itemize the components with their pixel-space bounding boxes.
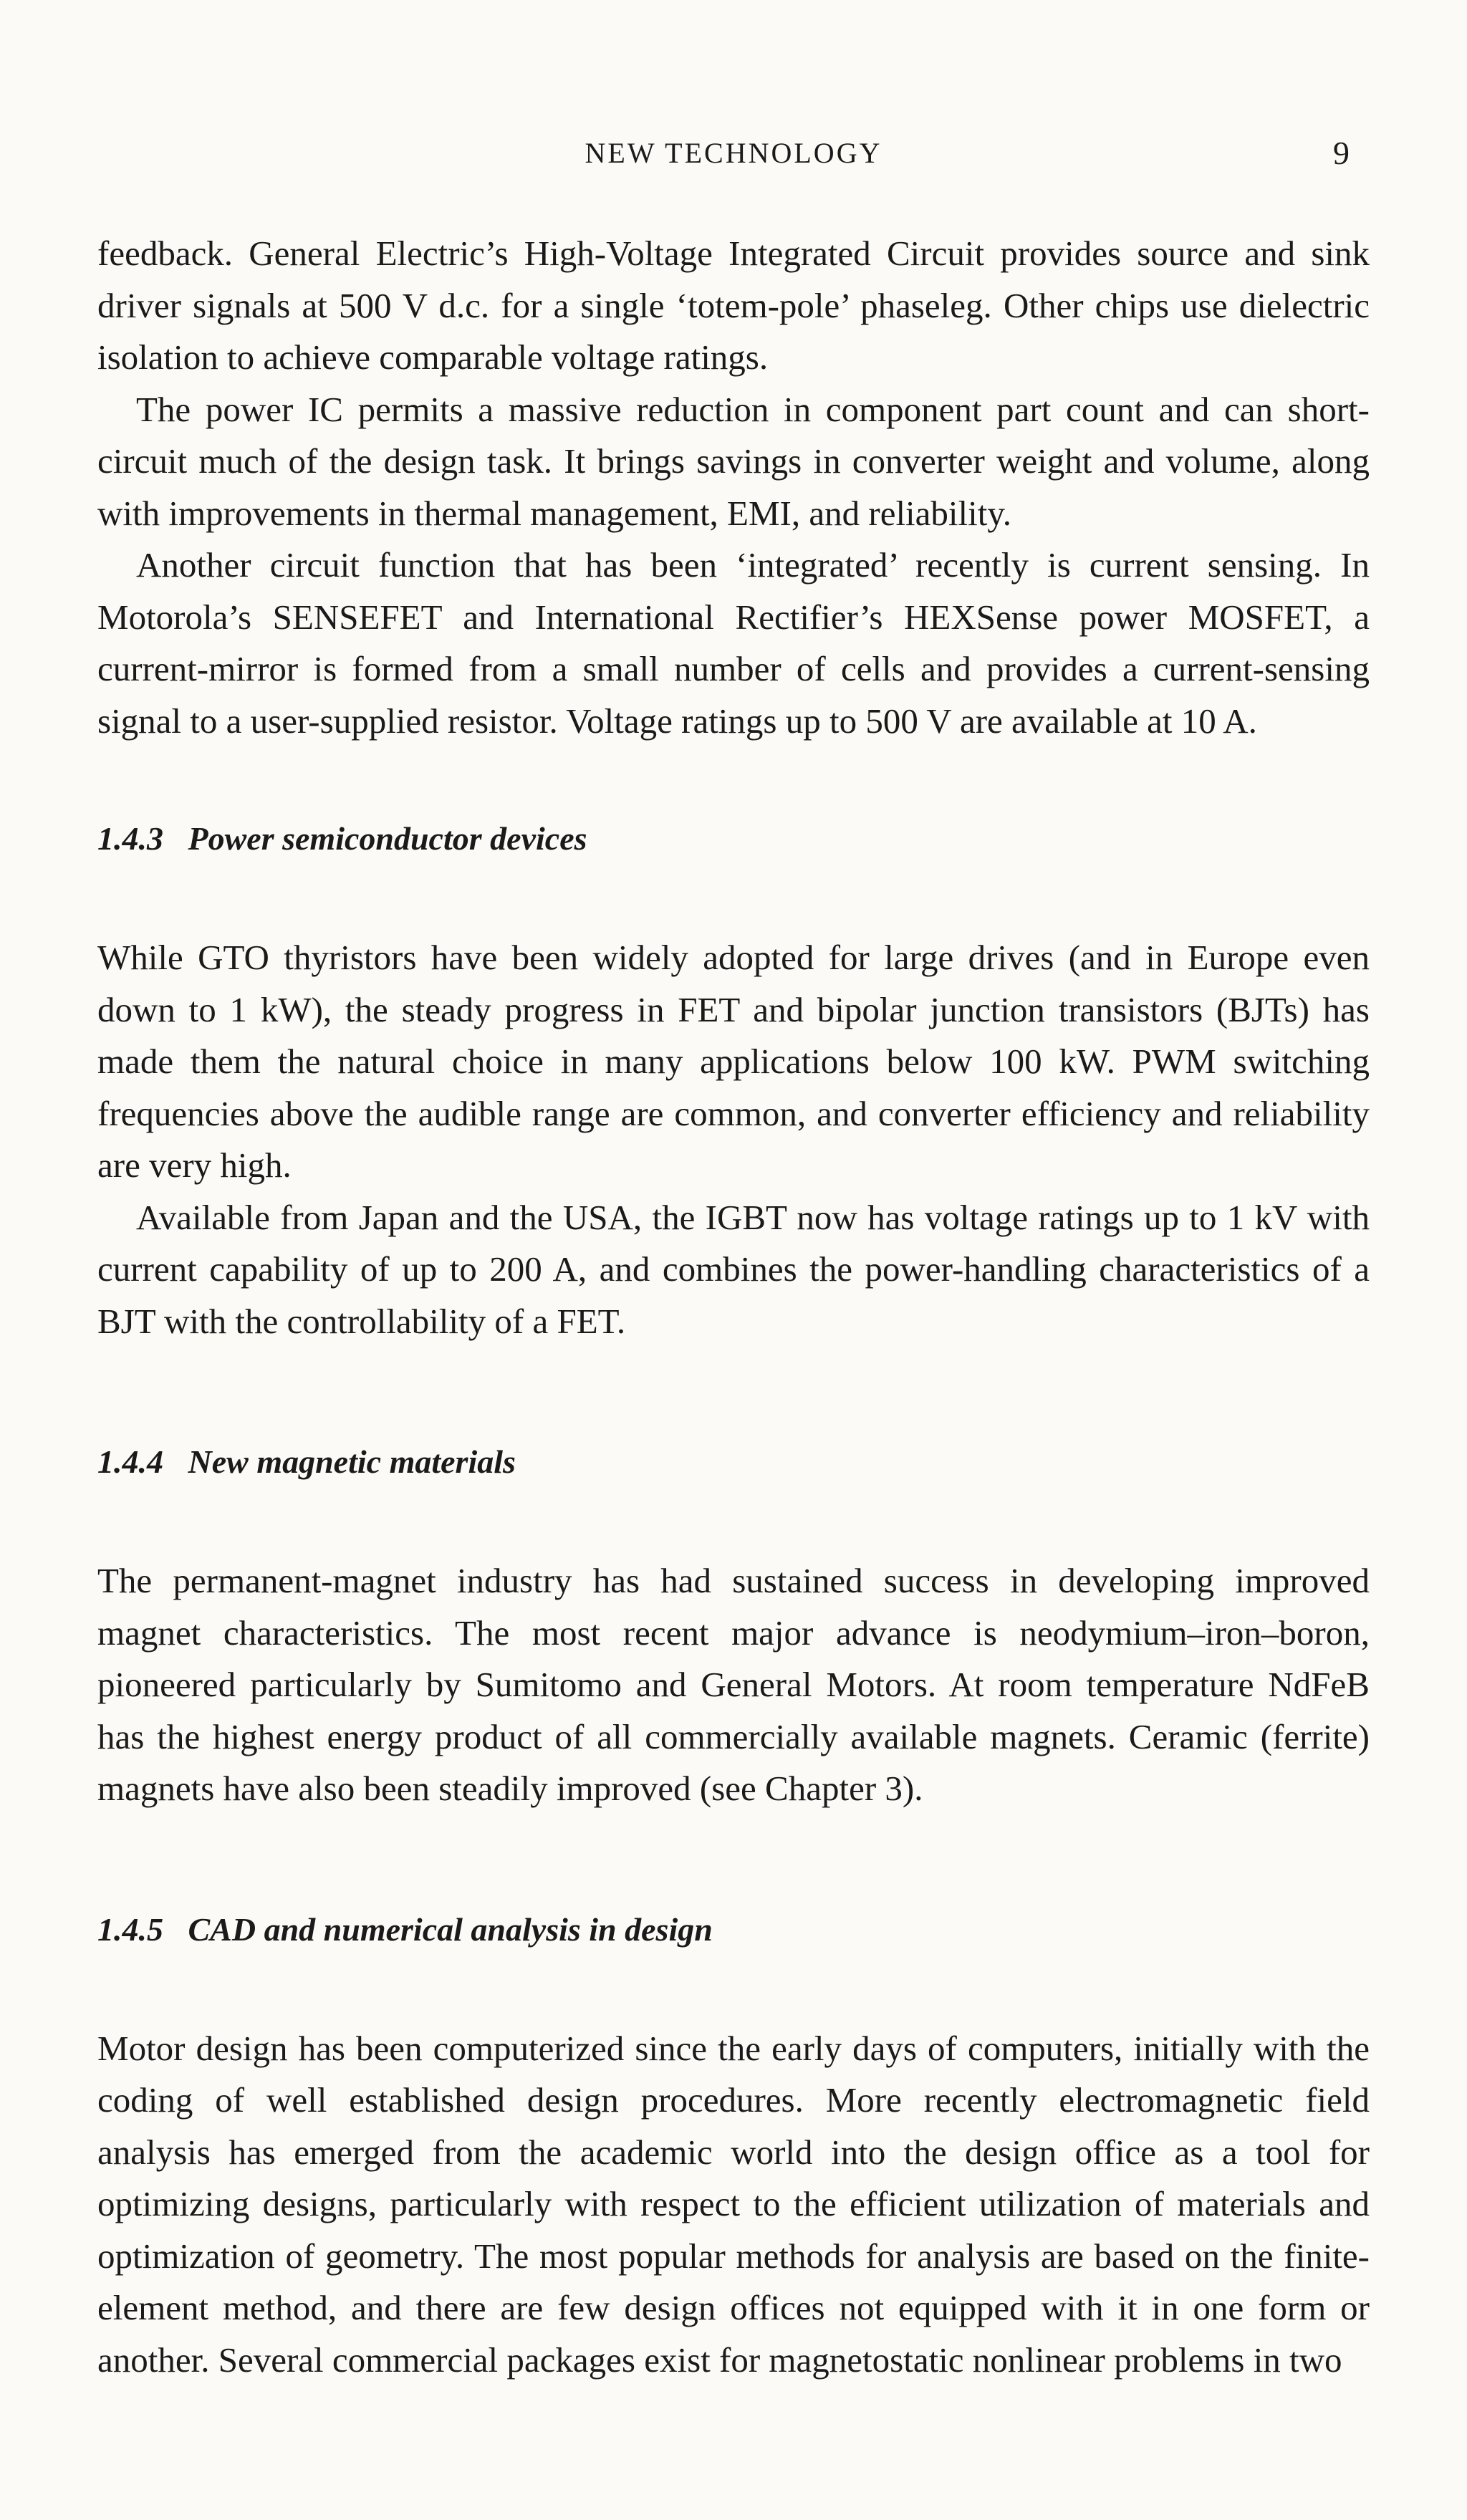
- page-number: 9: [1333, 135, 1350, 171]
- page-header: [97, 132, 1370, 175]
- section-heading-1-4-4: 1.4.4 New magnetic materials: [97, 1443, 516, 1480]
- running-head: NEW TECHNOLOGY: [585, 137, 882, 169]
- paragraph-current-sensing: Another circuit function that has been ‘integrated’ recently is current sensing. In Motorola’s SENSEFET and International Rectifier’s HEXSense power MOSFET, a current-mirror is formed from a small number of cells and provides a current-sensing signal to a user-supplied resistor. Voltage ratings up to 500 V are available at 10 A.: [97, 545, 1370, 741]
- paragraph-gto-thyristors: While GTO thyristors have been widely adopted for large drives (and in Europe even down to 1 kW), the steady progress in FET and bipolar junction transistors (BJTs) has made them the natural choice in many applications below 100 kW. PWM switching frequencies above the audible range are common, and converter efficiency and reliability are very high.: [97, 938, 1370, 1185]
- section-heading-1-4-5: 1.4.5 CAD and numerical analysis in design: [97, 1910, 713, 1948]
- paragraph-continued: feedback. General Electric’s High-Voltage Integrated Circuit provides source and sink driver signals at 500 V d.c. for a single ‘totem-pole’ phaseleg. Other chips use dielectric isolation to achieve comparable voltage ratings.: [97, 234, 1370, 377]
- page-body: [97, 228, 1370, 2386]
- paragraph-igbt: Available from Japan and the USA, the IGBT now has voltage ratings up to 1 kV with current capability of up to 200 A, and combines the power-handling characteristics of a BJT with the controllability of a FET.: [97, 1197, 1370, 1341]
- section-heading-1-4-3: 1.4.3 Power semiconductor devices: [97, 820, 587, 857]
- paragraph-motor-design: Motor design has been computerized since the early days of computers, initially with the coding of well established design procedures. More recently electromagnetic field analysis has emerged from the academic world into the design office as a tool for optimizing designs, particularly with respect to the efficient utilization of materials and optimization of geometry. The most popular methods for analysis are based on the finite-element method, and there are few design offices not equipped with it in one form or another. Several commercial packages exist for magnetostatic nonlinear problems in two: [97, 2028, 1370, 2380]
- paragraph-permanent-magnet: The permanent-magnet industry has had sustained success in developing improved magnet characteristics. The most recent major advance is neodymium–iron–boron, pioneered particularly by Sumitomo and General Motors. At room temperature NdFeB has the highest energy product of all commercially available magnets. Ceramic (ferrite) magnets have also been steadily improved (see Chapter 3).: [97, 1561, 1370, 1808]
- paragraph-power-ic: The power IC permits a massive reduction in component part count and can short-circuit much of the design task. It brings savings in converter weight and volume, along with improvements in thermal management, EMI, and reliability.: [97, 389, 1370, 533]
